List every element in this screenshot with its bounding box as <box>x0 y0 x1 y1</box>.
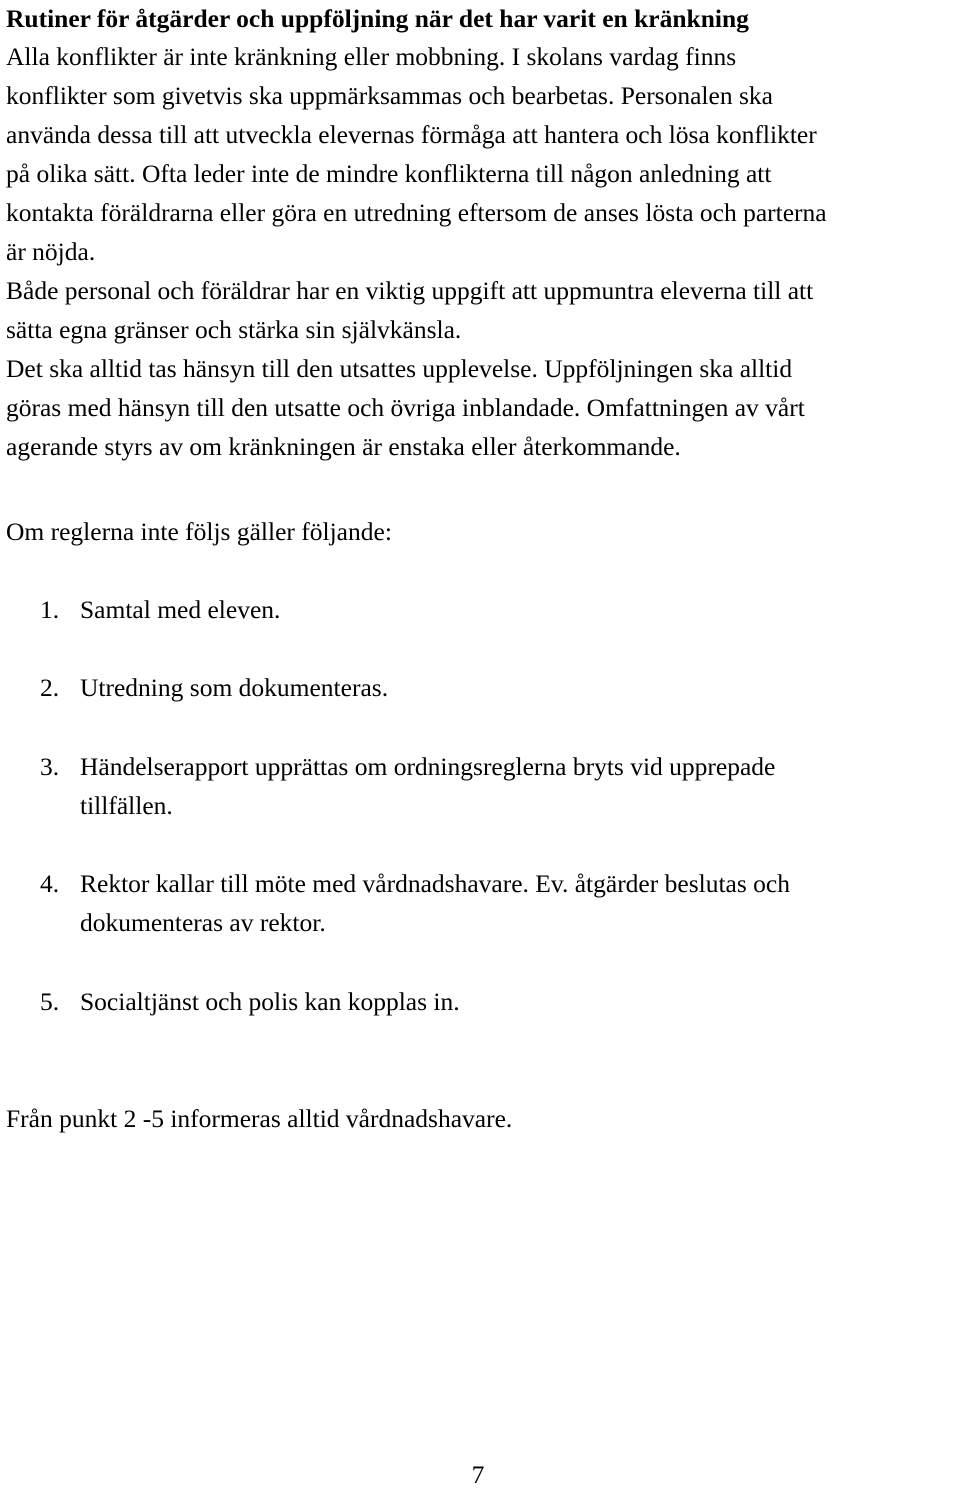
body-line: sätta egna gränser och stärka sin självkänsla. <box>6 315 462 344</box>
list-item-text: Samtal med eleven. <box>80 595 281 624</box>
body-line: Både personal och föräldrar har en viktig uppgift att uppmuntra eleverna till att <box>6 276 814 305</box>
rules-intro: Om reglerna inte följs gäller följande: <box>6 517 392 546</box>
body-line: använda dessa till att utveckla elevernas förmåga att hantera och lösa konflikter <box>6 120 817 149</box>
body-line: agerande styrs av om kränkningen är enstaka eller återkommande. <box>6 432 681 461</box>
list-item-number: 1. <box>40 595 60 624</box>
body-line: är nöjda. <box>6 237 96 266</box>
body-line: på olika sätt. Ofta leder inte de mindre konflikterna till någon anledning att <box>6 159 772 188</box>
list-item-text-continued: dokumenteras av rektor. <box>80 908 326 937</box>
list-item-text: Utredning som dokumenteras. <box>80 673 389 702</box>
list-item-text: Rektor kallar till möte med vårdnadshavare. Ev. åtgärder beslutas och <box>80 869 790 898</box>
closing-note: Från punkt 2 -5 informeras alltid vårdnadshavare. <box>6 1104 513 1133</box>
list-item-text-continued: tillfällen. <box>80 791 173 820</box>
body-line: konflikter som givetvis ska uppmärksammas och bearbetas. Personalen ska <box>6 81 773 110</box>
list-item-text: Händelserapport upprättas om ordningsreglerna bryts vid upprepade <box>80 752 776 781</box>
body-line: kontakta föräldrarna eller göra en utredning eftersom de anses lösta och parterna <box>6 198 827 227</box>
list-item-number: 2. <box>40 673 60 702</box>
document-heading: Rutiner för åtgärder och uppföljning när det har varit en kränkning <box>6 4 749 33</box>
body-line: Det ska alltid tas hänsyn till den utsattes upplevelse. Uppföljningen ska alltid <box>6 354 793 383</box>
list-item-number: 4. <box>40 869 60 898</box>
list-item-number: 3. <box>40 752 60 781</box>
list-item-number: 5. <box>40 987 60 1016</box>
body-line: göras med hänsyn till den utsatte och övriga inblandade. Omfattningen av vårt <box>6 393 805 422</box>
page-number: 7 <box>471 1460 485 1489</box>
list-item-text: Socialtjänst och polis kan kopplas in. <box>80 987 460 1016</box>
document-page <box>6 0 956 1485</box>
body-line: Alla konflikter är inte kränkning eller mobbning. I skolans vardag finns <box>6 42 737 71</box>
